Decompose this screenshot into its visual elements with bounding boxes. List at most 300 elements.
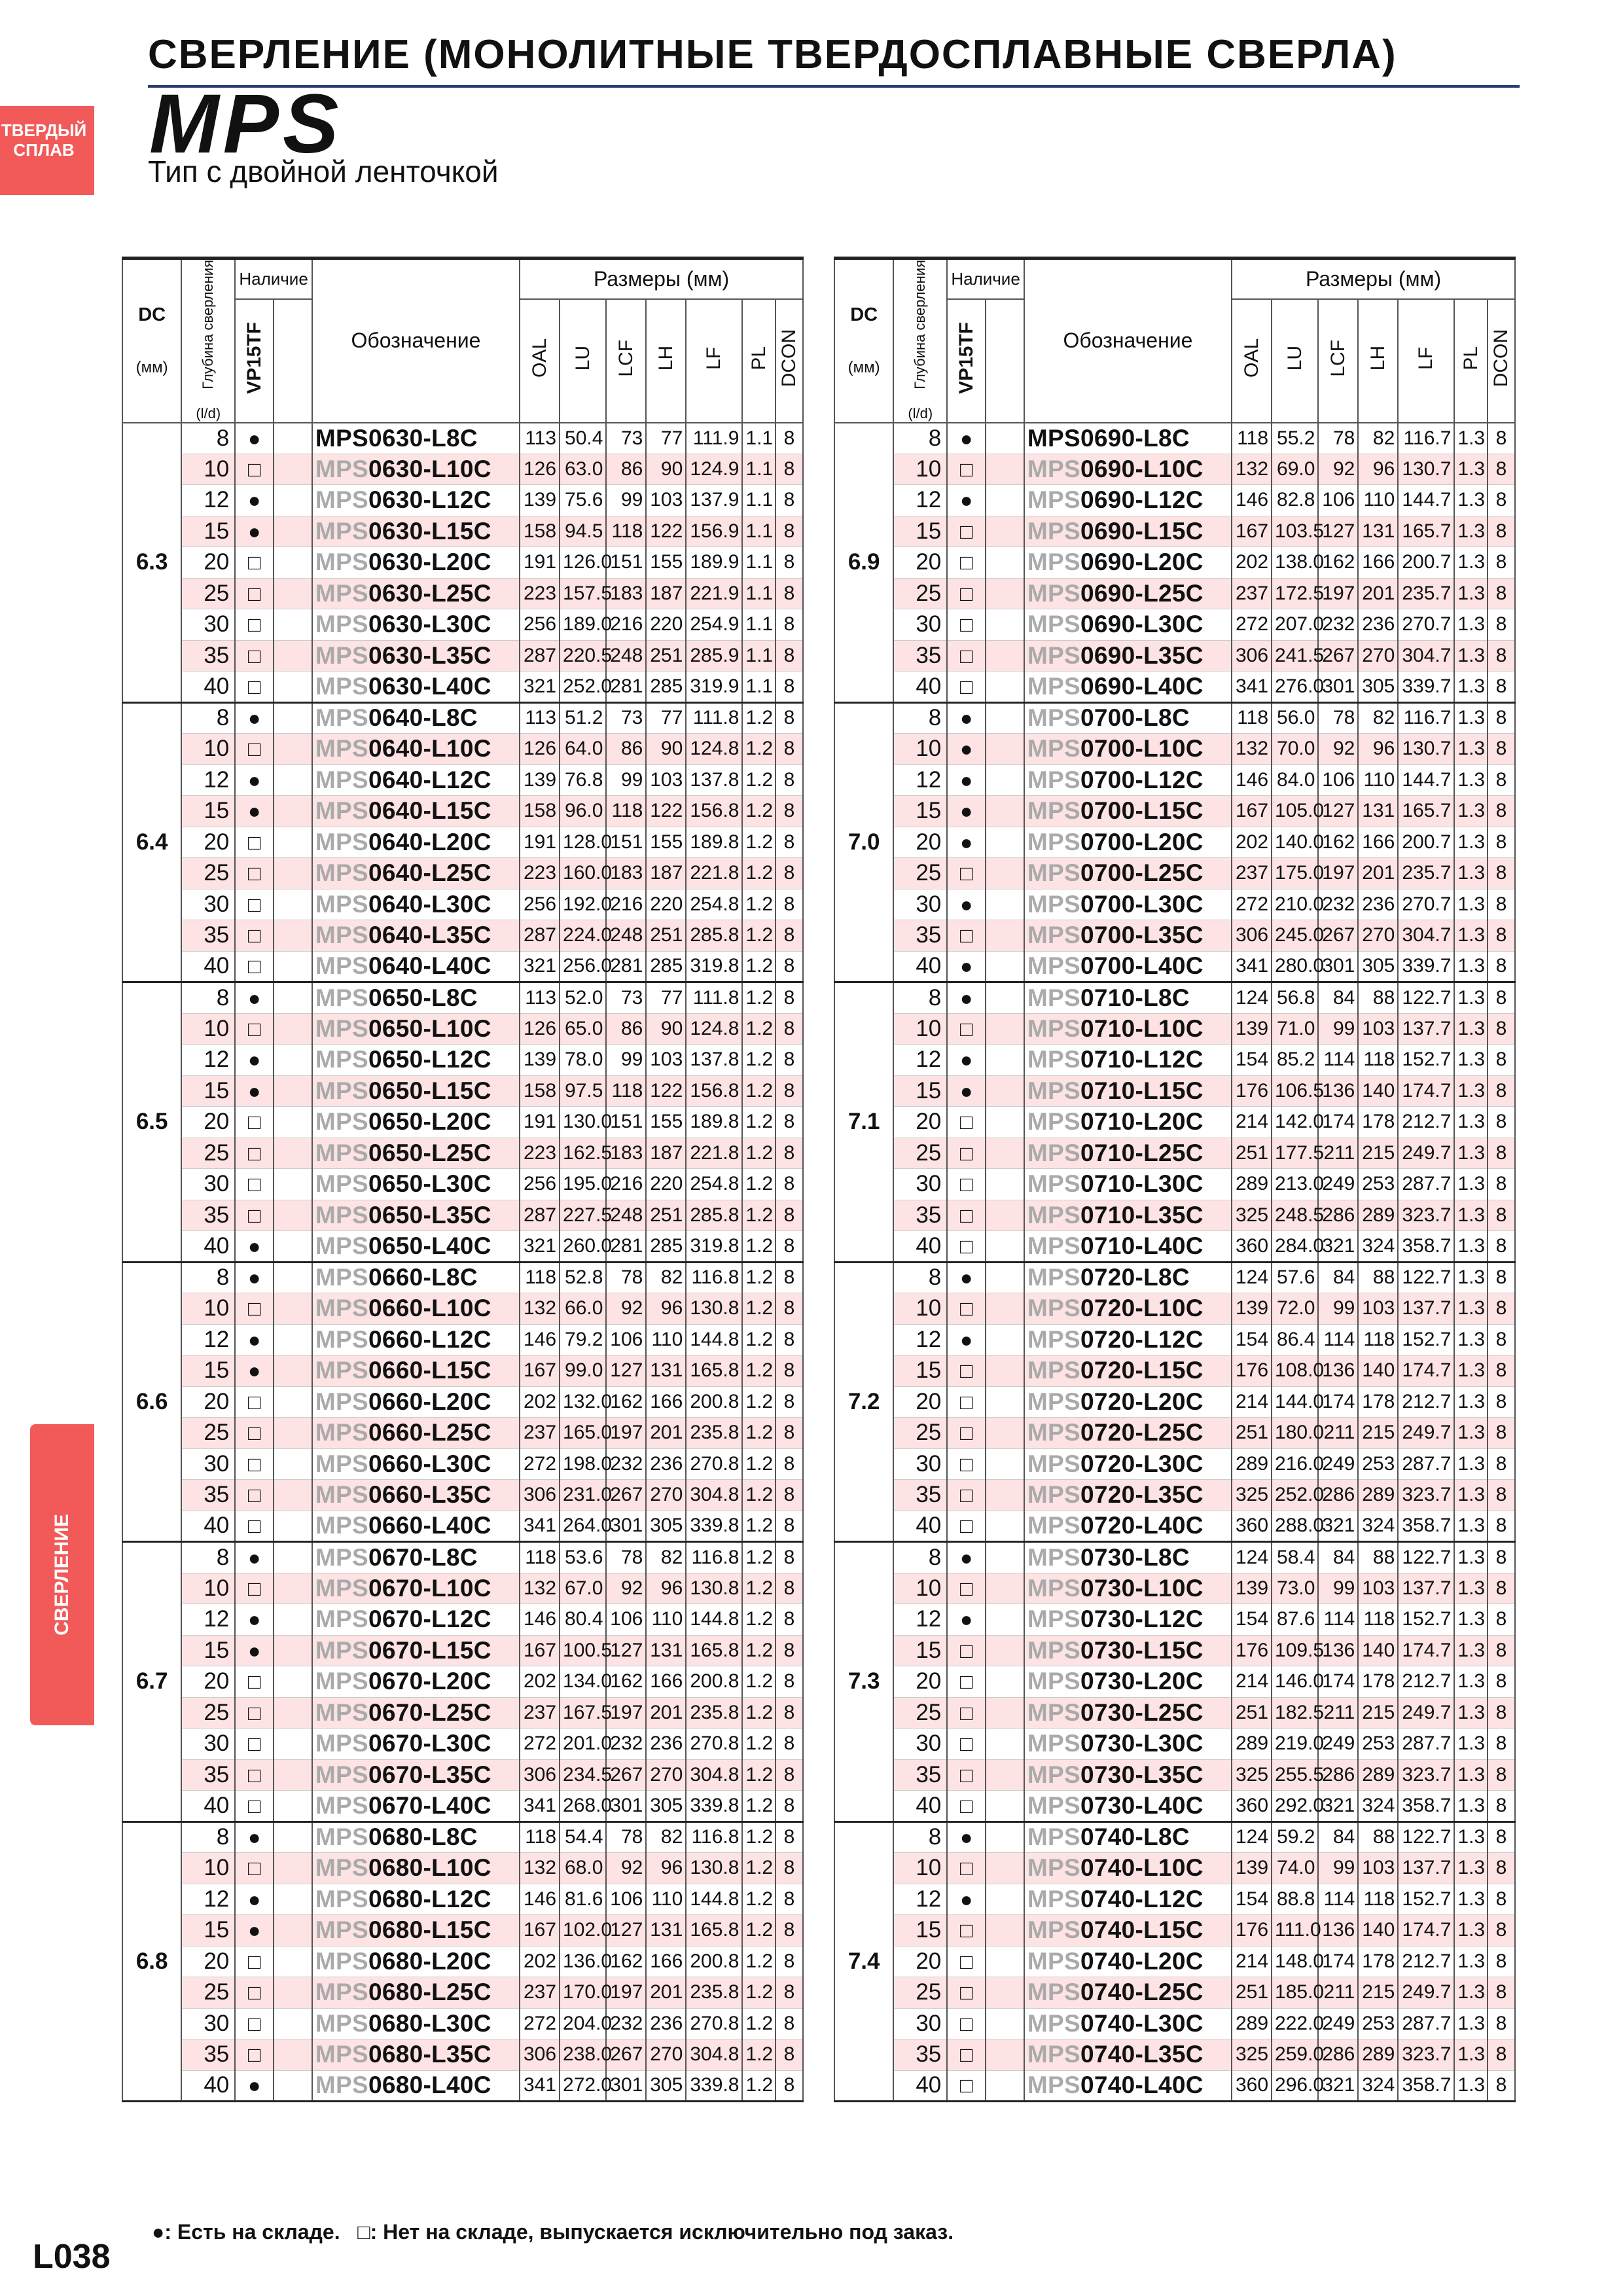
lf-value: 200.7	[1398, 547, 1454, 579]
pl-value: 1.3	[1454, 485, 1487, 516]
made-to-order-icon: □	[235, 1138, 274, 1169]
lh-value: 122	[646, 796, 686, 827]
dcon-value: 8	[776, 1169, 803, 1200]
designation	[312, 578, 520, 609]
depth-value: 12	[181, 1884, 235, 1915]
dcon-value: 8	[776, 734, 803, 765]
empty-cell	[274, 982, 312, 1014]
pl-value: 1.3	[1454, 1107, 1487, 1138]
oal-value: 214	[1232, 1666, 1272, 1698]
dc-value: 6.7	[122, 1542, 181, 1822]
designation	[1024, 1821, 1232, 1853]
oal-value: 176	[1232, 1635, 1272, 1666]
lcf-value: 281	[606, 1231, 646, 1263]
lcf-value: 127	[1318, 796, 1358, 827]
oal-value: 126	[520, 734, 560, 765]
empty-cell	[274, 1542, 312, 1573]
designation-code: 0720-L20C	[1080, 1388, 1204, 1415]
designation	[1024, 1324, 1232, 1355]
designation-code: 0630-L12C	[368, 486, 491, 514]
designation-code: 0700-L40C	[1080, 952, 1204, 980]
dcon-value: 8	[776, 1200, 803, 1231]
lh-value: 96	[1358, 454, 1398, 485]
made-to-order-icon: □	[235, 1448, 274, 1480]
lf-value: 270.8	[686, 1729, 742, 1760]
designation	[312, 516, 520, 547]
header-blank	[986, 299, 1024, 423]
table-row	[834, 1511, 1515, 1542]
side-tab-drilling	[30, 1424, 94, 1725]
dcon-value: 8	[776, 1480, 803, 1511]
table-row	[834, 1884, 1515, 1915]
designation-code: 0680-L25C	[368, 1979, 491, 2006]
lh-value: 118	[1358, 1604, 1398, 1636]
in-stock-icon: ●	[235, 516, 274, 547]
lf-value: 358.7	[1398, 1791, 1454, 1822]
empty-cell	[274, 1977, 312, 2009]
depth-value: 25	[181, 858, 235, 889]
oal-value: 360	[1232, 1511, 1272, 1542]
designation-code: 0740-L15C	[1080, 1916, 1204, 1944]
lcf-value: 321	[1318, 1791, 1358, 1822]
lh-value: 140	[1358, 1635, 1398, 1666]
depth-value: 8	[181, 1821, 235, 1853]
lf-value: 270.7	[1398, 609, 1454, 641]
designation	[1024, 2008, 1232, 2039]
lf-value: 285.8	[686, 920, 742, 952]
empty-cell	[986, 1542, 1024, 1573]
dc-value: 7.3	[834, 1542, 893, 1822]
lh-value: 88	[1358, 982, 1398, 1014]
depth-value: 8	[181, 1542, 235, 1573]
in-stock-icon: ●	[235, 982, 274, 1014]
table-row	[122, 1604, 803, 1636]
lcf-value: 286	[1318, 1200, 1358, 1231]
dcon-value: 8	[776, 454, 803, 485]
depth-value: 25	[181, 1977, 235, 2009]
empty-cell	[986, 1511, 1024, 1542]
designation-prefix: MPS	[1027, 1947, 1080, 1975]
lcf-value: 114	[1318, 1604, 1358, 1636]
in-stock-icon: ●	[947, 1884, 986, 1915]
pl-value: 1.3	[1454, 764, 1487, 796]
made-to-order-icon: □	[947, 672, 986, 703]
oal-value: 113	[520, 702, 560, 734]
lcf-value: 127	[606, 1635, 646, 1666]
depth-value: 15	[181, 1355, 235, 1387]
lu-value: 99.0	[560, 1355, 606, 1387]
header-oal: OAL	[1232, 299, 1272, 423]
designation	[312, 609, 520, 641]
pl-value: 1.2	[742, 1635, 775, 1666]
designation	[1024, 1573, 1232, 1604]
lh-value: 103	[1358, 1293, 1398, 1325]
lcf-value: 211	[1318, 1138, 1358, 1169]
lcf-value: 118	[606, 1075, 646, 1107]
lf-value: 304.7	[1398, 920, 1454, 952]
designation-prefix: MPS	[1027, 579, 1080, 607]
table-row	[122, 1355, 803, 1387]
oal-value: 289	[1232, 1448, 1272, 1480]
made-to-order-icon: □	[947, 1169, 986, 1200]
in-stock-icon: ●	[235, 1324, 274, 1355]
designation	[1024, 1448, 1232, 1480]
designation	[1024, 1355, 1232, 1387]
depth-value: 12	[181, 1324, 235, 1355]
designation-code: 0740-L20C	[1080, 1947, 1204, 1975]
lh-value: 103	[1358, 1573, 1398, 1604]
table-row	[834, 2070, 1515, 2102]
lu-value: 234.5	[560, 1759, 606, 1791]
made-to-order-icon: □	[235, 920, 274, 952]
empty-cell	[986, 1231, 1024, 1263]
oal-value: 139	[1232, 1853, 1272, 1884]
oal-value: 360	[1232, 2070, 1272, 2102]
lu-value: 177.5	[1272, 1138, 1318, 1169]
designation-prefix: MPS	[1027, 1139, 1080, 1166]
lcf-value: 92	[606, 1853, 646, 1884]
designation-code: 0670-L35C	[368, 1761, 491, 1788]
designation	[1024, 1138, 1232, 1169]
oal-value: 167	[520, 1915, 560, 1946]
table-row	[834, 1697, 1515, 1729]
designation	[312, 858, 520, 889]
made-to-order-icon: □	[947, 1386, 986, 1418]
depth-value: 35	[181, 920, 235, 952]
lcf-value: 267	[606, 2039, 646, 2071]
lh-value: 305	[1358, 951, 1398, 982]
lcf-value: 99	[1318, 1293, 1358, 1325]
lf-value: 165.7	[1398, 796, 1454, 827]
oal-value: 360	[1232, 1231, 1272, 1263]
depth-value: 40	[181, 1511, 235, 1542]
table-row	[122, 1573, 803, 1604]
lu-value: 94.5	[560, 516, 606, 547]
empty-cell	[986, 1448, 1024, 1480]
oal-value: 321	[520, 1231, 560, 1263]
dc-value: 6.6	[122, 1262, 181, 1542]
lcf-value: 232	[1318, 609, 1358, 641]
lh-value: 305	[646, 1511, 686, 1542]
lu-value: 216.0	[1272, 1448, 1318, 1480]
made-to-order-icon: □	[235, 2039, 274, 2071]
table-row	[122, 1759, 803, 1791]
lh-value: 305	[646, 1791, 686, 1822]
made-to-order-icon: □	[947, 1293, 986, 1325]
designation-code: 0630-L10C	[368, 455, 491, 482]
designation	[1024, 1946, 1232, 1977]
table-row	[122, 889, 803, 920]
pl-value: 1.1	[742, 640, 775, 672]
depth-value: 25	[893, 1977, 947, 2009]
designation	[1024, 734, 1232, 765]
oal-value: 202	[520, 1666, 560, 1698]
dcon-value: 8	[1488, 2039, 1515, 2071]
designation	[1024, 764, 1232, 796]
designation-prefix: MPS	[1027, 1295, 1080, 1322]
table-row	[122, 1480, 803, 1511]
dcon-value: 8	[1488, 1635, 1515, 1666]
in-stock-icon: ●	[947, 485, 986, 516]
lf-value: 174.7	[1398, 1075, 1454, 1107]
designation-code: 0660-L25C	[368, 1419, 491, 1446]
made-to-order-icon: □	[235, 1293, 274, 1325]
lh-value: 220	[646, 1169, 686, 1200]
lf-value: 319.8	[686, 1231, 742, 1263]
designation-prefix: MPS	[315, 579, 368, 607]
oal-value: 124	[1232, 1262, 1272, 1293]
empty-cell	[986, 1791, 1024, 1822]
oal-value: 124	[1232, 982, 1272, 1014]
made-to-order-icon: □	[235, 1946, 274, 1977]
table-row	[122, 1045, 803, 1076]
designation-code: 0690-L30C	[1080, 611, 1204, 638]
designation-code: 0730-L25C	[1080, 1698, 1204, 1726]
lu-value: 70.0	[1272, 734, 1318, 765]
designation-prefix: MPS	[315, 1419, 368, 1446]
lu-value: 160.0	[560, 858, 606, 889]
lh-value: 215	[1358, 1697, 1398, 1729]
pl-value: 1.2	[742, 1448, 775, 1480]
in-stock-icon: ●	[947, 1045, 986, 1076]
designation-code: 0690-L15C	[1080, 517, 1204, 545]
designation-code: 0640-L12C	[368, 766, 491, 793]
lf-value: 144.8	[686, 1324, 742, 1355]
lu-value: 259.0	[1272, 2039, 1318, 2071]
designation	[312, 796, 520, 827]
empty-cell	[986, 1386, 1024, 1418]
lcf-value: 78	[1318, 423, 1358, 454]
table-row	[834, 1324, 1515, 1355]
empty-cell	[986, 2070, 1024, 2102]
designation	[1024, 640, 1232, 672]
oal-value: 176	[1232, 1355, 1272, 1387]
lf-value: 174.7	[1398, 1635, 1454, 1666]
designation-code: 0710-L8C	[1080, 984, 1190, 1011]
depth-value: 20	[181, 1386, 235, 1418]
pl-value: 1.2	[742, 1542, 775, 1573]
lh-value: 155	[646, 827, 686, 858]
made-to-order-icon: □	[947, 1511, 986, 1542]
made-to-order-icon: □	[235, 1729, 274, 1760]
made-to-order-icon: □	[235, 1853, 274, 1884]
lu-value: 66.0	[560, 1293, 606, 1325]
oal-value: 306	[1232, 640, 1272, 672]
depth-value: 25	[893, 578, 947, 609]
designation-code: 0630-L35C	[368, 641, 491, 669]
table-row	[122, 1697, 803, 1729]
dcon-value: 8	[776, 982, 803, 1014]
pl-value: 1.2	[742, 1946, 775, 1977]
lcf-value: 301	[606, 1791, 646, 1822]
empty-cell	[986, 1075, 1024, 1107]
dcon-value: 8	[776, 1853, 803, 1884]
empty-cell	[986, 547, 1024, 579]
lh-value: 178	[1358, 1946, 1398, 1977]
pl-value: 1.3	[1454, 1697, 1487, 1729]
lu-value: 81.6	[560, 1884, 606, 1915]
lcf-value: 84	[1318, 1262, 1358, 1293]
designation-prefix: MPS	[1027, 1605, 1080, 1633]
lcf-value: 127	[606, 1355, 646, 1387]
oal-value: 223	[520, 1138, 560, 1169]
header-lf: LF	[686, 299, 742, 423]
designation	[1024, 1231, 1232, 1263]
table-row	[834, 1448, 1515, 1480]
made-to-order-icon: □	[235, 1977, 274, 2009]
table-row	[834, 1138, 1515, 1169]
lcf-value: 106	[1318, 485, 1358, 516]
dcon-value: 8	[1488, 423, 1515, 454]
lu-value: 170.0	[560, 1977, 606, 2009]
oal-value: 237	[520, 1418, 560, 1449]
oal-value: 139	[1232, 1013, 1272, 1045]
designation-code: 0680-L40C	[368, 2072, 491, 2099]
pl-value: 1.3	[1454, 1138, 1487, 1169]
pl-value: 1.2	[742, 1200, 775, 1231]
lcf-value: 267	[606, 1480, 646, 1511]
made-to-order-icon: □	[947, 609, 986, 641]
dcon-value: 8	[1488, 702, 1515, 734]
oal-value: 256	[520, 1169, 560, 1200]
lf-value: 212.7	[1398, 1666, 1454, 1698]
lf-value: 358.7	[1398, 2070, 1454, 2102]
empty-cell	[274, 640, 312, 672]
pl-value: 1.3	[1454, 423, 1487, 454]
lu-value: 140.0	[1272, 827, 1318, 858]
lh-value: 131	[646, 1915, 686, 1946]
depth-value: 15	[181, 1075, 235, 1107]
designation-code: 0660-L15C	[368, 1357, 491, 1384]
lu-value: 157.5	[560, 578, 606, 609]
lu-value: 56.8	[1272, 982, 1318, 1014]
lu-value: 219.0	[1272, 1729, 1318, 1760]
pl-value: 1.3	[1454, 1791, 1487, 1822]
depth-value: 20	[893, 1946, 947, 1977]
designation	[1024, 920, 1232, 952]
dcon-value: 8	[776, 547, 803, 579]
lu-value: 82.8	[1272, 485, 1318, 516]
lu-value: 195.0	[560, 1169, 606, 1200]
table-row	[122, 1915, 803, 1946]
pl-value: 1.2	[742, 1169, 775, 1200]
table-row	[122, 1169, 803, 1200]
table-row	[834, 1635, 1515, 1666]
table-row	[834, 734, 1515, 765]
depth-value: 25	[181, 1418, 235, 1449]
pl-value: 1.2	[742, 982, 775, 1014]
table-row	[834, 1355, 1515, 1387]
in-stock-icon: ●	[152, 2220, 165, 2244]
header-grade: VP15TF	[235, 299, 274, 423]
lu-value: 97.5	[560, 1075, 606, 1107]
lh-value: 251	[646, 1200, 686, 1231]
designation-code: 0720-L35C	[1080, 1481, 1204, 1509]
pl-value: 1.2	[742, 1573, 775, 1604]
lu-value: 58.4	[1272, 1542, 1318, 1573]
lh-value: 166	[1358, 547, 1398, 579]
dc-value: 6.5	[122, 982, 181, 1263]
designation-code: 0710-L30C	[1080, 1170, 1204, 1198]
designation	[1024, 1511, 1232, 1542]
header-rule	[148, 85, 1520, 88]
empty-cell	[274, 454, 312, 485]
made-to-order-icon: □	[947, 1915, 986, 1946]
lcf-value: 232	[606, 1729, 646, 1760]
made-to-order-icon: □	[235, 889, 274, 920]
oal-value: 306	[520, 1759, 560, 1791]
designation	[312, 1075, 520, 1107]
lcf-value: 301	[606, 1511, 646, 1542]
lf-value: 221.9	[686, 578, 742, 609]
designation-prefix: MPS	[1027, 735, 1080, 762]
empty-cell	[274, 827, 312, 858]
lcf-value: 73	[606, 982, 646, 1014]
empty-cell	[274, 1791, 312, 1822]
made-to-order-icon: □	[235, 640, 274, 672]
designation	[1024, 702, 1232, 734]
table-row	[122, 672, 803, 703]
depth-value: 10	[893, 1853, 947, 1884]
oal-value: 272	[1232, 889, 1272, 920]
designation-code: 0730-L20C	[1080, 1668, 1204, 1695]
lf-value: 339.8	[686, 1511, 742, 1542]
empty-cell	[274, 2008, 312, 2039]
empty-cell	[274, 1138, 312, 1169]
pl-value: 1.3	[1454, 951, 1487, 982]
legend-in-stock: : Есть на складе.	[164, 2220, 340, 2244]
table-row	[122, 951, 803, 982]
in-stock-icon: ●	[235, 1915, 274, 1946]
designation-prefix: MPS	[1027, 1357, 1080, 1384]
lf-value: 249.7	[1398, 1418, 1454, 1449]
lf-value: 137.8	[686, 764, 742, 796]
table-row	[122, 1884, 803, 1915]
designation	[312, 1853, 520, 1884]
lcf-value: 183	[606, 1138, 646, 1169]
designation-prefix: MPS	[315, 1325, 368, 1353]
empty-cell	[986, 827, 1024, 858]
lf-value: 235.8	[686, 1697, 742, 1729]
lh-value: 103	[1358, 1853, 1398, 1884]
empty-cell	[986, 1107, 1024, 1138]
lu-value: 52.0	[560, 982, 606, 1014]
designation	[1024, 516, 1232, 547]
designation-prefix: MPS	[1027, 1419, 1080, 1446]
designation-prefix: MPS	[1027, 641, 1080, 669]
designation-code: 0660-L30C	[368, 1450, 491, 1477]
header-dcon: DCON	[1488, 299, 1515, 423]
table-row	[122, 485, 803, 516]
designation-prefix: MPS	[315, 1014, 368, 1042]
oal-value: 214	[1232, 1107, 1272, 1138]
dcon-value: 8	[776, 1138, 803, 1169]
lf-value: 323.7	[1398, 1759, 1454, 1791]
designation-prefix: MPS	[315, 859, 368, 887]
lcf-value: 99	[1318, 1013, 1358, 1045]
lcf-value: 127	[606, 1915, 646, 1946]
lu-value: 54.4	[560, 1821, 606, 1853]
lh-value: 220	[646, 609, 686, 641]
designation-code: 0720-L12C	[1080, 1325, 1204, 1353]
dcon-value: 8	[776, 1107, 803, 1138]
depth-value: 20	[893, 1386, 947, 1418]
empty-cell	[274, 858, 312, 889]
lh-value: 110	[1358, 764, 1398, 796]
lu-value: 144.0	[1272, 1386, 1318, 1418]
depth-value: 30	[181, 889, 235, 920]
dcon-value: 8	[1488, 1169, 1515, 1200]
